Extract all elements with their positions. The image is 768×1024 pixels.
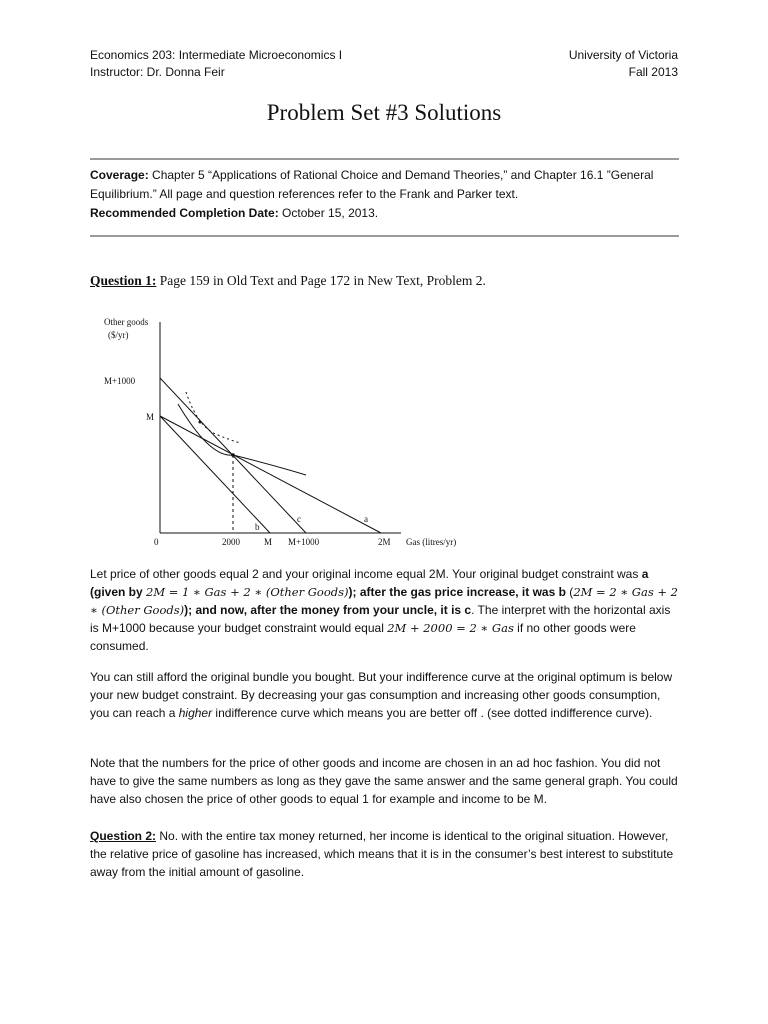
course-name: Economics 203: Intermediate Microeconomics I <box>90 48 343 62</box>
para2-text-2: indifference curve which means you are better off . (see dotted indifference curve). <box>212 706 653 720</box>
para1-text-1: Let price of other goods equal 2 and your original income equal 2M. Your original budget constraint was <box>90 567 642 581</box>
paragraph-budget-constraints <box>90 565 682 655</box>
budget-line-a <box>160 416 381 533</box>
equation-3: 2M + 2000 = 2 ∗ Gas <box>387 621 514 635</box>
paragraph-question-2 <box>90 827 682 881</box>
para1-label-a: a <box>641 567 649 581</box>
para2-text-1: You can still afford the original bundle you bought. But your indifference curve at the original optimum is below your new budget constraint. By decreasing your gas consumption and increasing other goods consumption, you can reach a <box>90 670 673 720</box>
line-a-label: a <box>364 514 368 524</box>
question-1-label: Question 1: <box>90 273 157 288</box>
line-c-label: c <box>297 514 301 524</box>
question-1-heading <box>90 273 682 289</box>
higher-indifference-curve <box>186 392 240 443</box>
paragraph-original-bundle <box>90 668 682 722</box>
y-axis-label-line2: ($/yr) <box>108 330 129 340</box>
coverage-text: Chapter 5 “Applications of Rational Choice and Demand Theories,” and Chapter 16.1 ”General Equilibrium.” All page and question references refer to the Frank and Parker text. <box>90 168 654 201</box>
para1-label-b: b <box>558 585 566 599</box>
x-tick-0: 0 <box>154 537 159 547</box>
new-optimum-point <box>199 421 202 424</box>
para1-label-c: c <box>464 603 472 617</box>
coverage-block <box>90 166 682 223</box>
para1-text-4: ( <box>565 585 574 599</box>
question-2-label: Question 2: <box>90 829 157 843</box>
document-title: Problem Set #3 Solutions <box>266 100 502 125</box>
para1-text-6: . The interpret with the horizontal axis is M+1000 because your budget constraint would equal <box>90 603 671 635</box>
top-divider <box>90 158 679 160</box>
y-tick-m-plus-1000: M+1000 <box>104 376 136 386</box>
equation-2: 2M = 2 ∗ Gas + 2 ∗ (Other Goods) <box>90 585 679 617</box>
completion-date-label: Recommended Completion Date: <box>90 206 279 220</box>
coverage-label: Coverage: <box>90 168 149 182</box>
line-b-label: b <box>255 522 260 532</box>
paragraph-ad-hoc-numbers <box>90 754 682 808</box>
para1-text-7: if no other goods were consumed. <box>90 621 636 653</box>
para1-text-5: ); and now, after the money from your uncle, it is <box>184 603 465 617</box>
header-right <box>569 47 678 80</box>
x-tick-m: M <box>264 537 273 547</box>
x-tick-m-plus-1000: M+1000 <box>288 537 320 547</box>
university-name: University of Victoria <box>568 48 678 62</box>
para2-higher: higher <box>178 706 213 720</box>
instructor-name: Instructor: Dr. Donna Feir <box>90 64 225 79</box>
x-axis-label: Gas (litres/yr) <box>406 537 457 547</box>
question-2-text: No. with the entire tax money returned, her income is identical to the original situation. However, the relative price of gasoline has increased, which means that it is in the consumer’s best interest to substitute away from the initial amount of gasoline. <box>90 829 674 879</box>
question-1-text: Page 159 in Old Text and Page 172 in New Text, Problem 2. <box>156 273 486 288</box>
para1-text-3: ); after the gas price increase, it was <box>348 585 559 599</box>
completion-date: October 15, 2013. <box>278 206 379 220</box>
para3-text: Note that the numbers for the price of other goods and income are chosen in an ad hoc fashion. You did not have to give the same numbers as long as they gave the same answer and the same general graph. You could have also chosen the price of other goods to equal 1 for example and income to be M. <box>90 756 678 806</box>
original-optimum-point <box>231 453 235 457</box>
x-tick-2m: 2M <box>378 537 391 547</box>
y-axis-label-line1: Other goods <box>104 317 149 327</box>
budget-constraint-graph <box>98 310 478 552</box>
term: Fall 2013 <box>628 64 678 79</box>
y-tick-m: M <box>146 412 155 422</box>
equation-1: 2M = 1 ∗ Gas + 2 ∗ (Other Goods) <box>146 585 349 599</box>
bottom-divider <box>90 235 679 237</box>
header-left <box>90 47 342 80</box>
x-tick-2000: 2000 <box>222 537 240 547</box>
para1-text-2: (given by <box>90 585 147 599</box>
